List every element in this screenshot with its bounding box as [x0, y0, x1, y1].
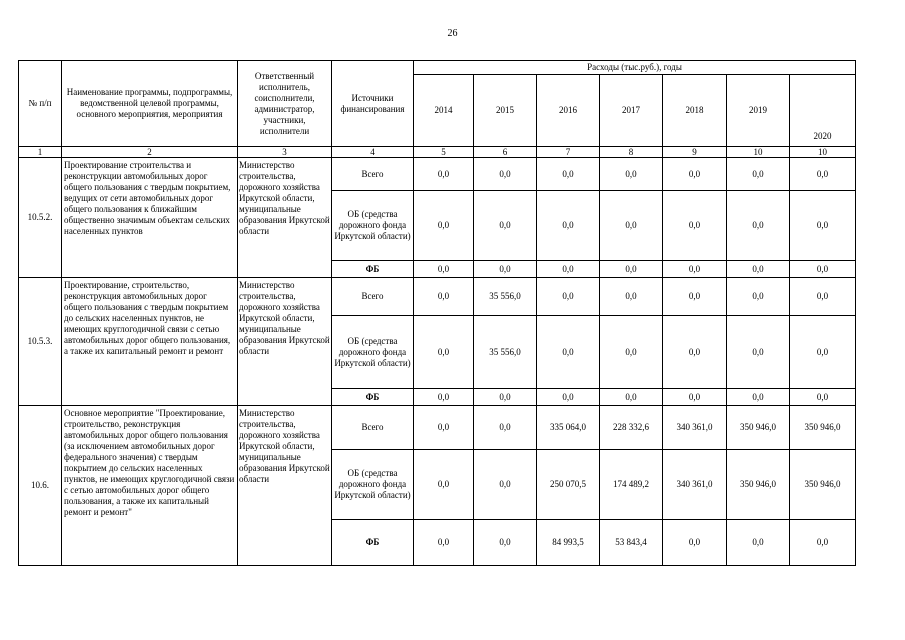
value-cell: 0,0	[537, 389, 600, 406]
value-cell: 0,0	[474, 158, 537, 191]
year-header: 2017	[600, 75, 663, 147]
year-header: 2015	[474, 75, 537, 147]
header-sources: Источники финансирования	[332, 61, 414, 147]
header-expenses: Расходы (тыс.руб.), годы	[414, 61, 856, 75]
value-cell: 0,0	[600, 278, 663, 316]
value-cell: 340 361,0	[663, 450, 727, 520]
column-number: 10	[790, 147, 856, 158]
value-cell: 0,0	[414, 520, 474, 566]
value-cell: 35 556,0	[474, 278, 537, 316]
value-cell: 0,0	[790, 158, 856, 191]
value-cell: 0,0	[727, 158, 790, 191]
table-row	[19, 158, 856, 191]
value-cell: 0,0	[414, 261, 474, 278]
value-cell: 0,0	[790, 278, 856, 316]
value-cell: 0,0	[600, 316, 663, 389]
row-responsible: Министерство строительства, дорожного хозяйства Иркутской области, муниципальные образования Иркутской области	[238, 406, 332, 566]
page-number: 26	[447, 28, 458, 39]
source-label: Всего	[332, 158, 414, 191]
value-cell: 84 993,5	[537, 520, 600, 566]
value-cell: 0,0	[790, 389, 856, 406]
financing-table	[18, 60, 856, 566]
row-index: 10.5.2.	[19, 158, 62, 278]
header-num: № п/п	[19, 61, 62, 147]
year-header: 2016	[537, 75, 600, 147]
row-name: Основное мероприятие "Проектирование, строительство, реконструкция автомобильных дорог общего пользования (за исключением автомобильных дорог федерального значения) с твердым покрытием до сельских населенных пунктов, не имеющих круглогодичной связи с сетью автомобильных дорог общего пользования, а также их капитальный ремонт и ремонт"	[62, 406, 238, 566]
value-cell: 0,0	[727, 389, 790, 406]
year-header: 2018	[663, 75, 727, 147]
value-cell: 0,0	[727, 316, 790, 389]
value-cell: 0,0	[474, 389, 537, 406]
value-cell: 0,0	[414, 389, 474, 406]
value-cell: 0,0	[663, 389, 727, 406]
value-cell: 0,0	[537, 278, 600, 316]
row-index: 10.5.3.	[19, 278, 62, 406]
column-number: 6	[474, 147, 537, 158]
value-cell: 0,0	[727, 191, 790, 261]
value-cell: 0,0	[727, 261, 790, 278]
value-cell: 350 946,0	[790, 450, 856, 520]
value-cell: 350 946,0	[727, 406, 790, 450]
value-cell: 0,0	[537, 158, 600, 191]
value-cell: 0,0	[537, 191, 600, 261]
row-index: 10.6.	[19, 406, 62, 566]
source-label: ОБ (средства дорожного фонда Иркутской области)	[332, 316, 414, 389]
value-cell: 0,0	[414, 191, 474, 261]
source-label: Всего	[332, 406, 414, 450]
value-cell: 0,0	[474, 520, 537, 566]
value-cell: 174 489,2	[600, 450, 663, 520]
header-name: Наименование программы, подпрограммы, ведомственной целевой программы, основного мероприятия, мероприятия	[62, 61, 238, 147]
value-cell: 0,0	[600, 261, 663, 278]
value-cell: 0,0	[790, 520, 856, 566]
value-cell: 350 946,0	[790, 406, 856, 450]
column-number: 9	[663, 147, 727, 158]
year-header: 2014	[414, 75, 474, 147]
value-cell: 0,0	[790, 261, 856, 278]
table-row	[19, 278, 856, 316]
value-cell: 0,0	[474, 261, 537, 278]
value-cell: 0,0	[790, 316, 856, 389]
column-number: 2	[62, 147, 238, 158]
value-cell: 0,0	[537, 261, 600, 278]
value-cell: 0,0	[663, 278, 727, 316]
value-cell: 0,0	[790, 191, 856, 261]
value-cell: 0,0	[414, 406, 474, 450]
value-cell: 350 946,0	[727, 450, 790, 520]
value-cell: 0,0	[600, 389, 663, 406]
source-label: ОБ (средства дорожного фонда Иркутской области)	[332, 191, 414, 261]
column-number: 5	[414, 147, 474, 158]
column-number: 3	[238, 147, 332, 158]
value-cell: 228 332,6	[600, 406, 663, 450]
source-label: ФБ	[332, 261, 414, 278]
source-label: ФБ	[332, 520, 414, 566]
value-cell: 0,0	[414, 450, 474, 520]
value-cell: 0,0	[474, 406, 537, 450]
value-cell: 0,0	[537, 316, 600, 389]
value-cell: 0,0	[414, 278, 474, 316]
value-cell: 0,0	[600, 158, 663, 191]
value-cell: 250 070,5	[537, 450, 600, 520]
value-cell: 0,0	[663, 191, 727, 261]
row-responsible: Министерство строительства, дорожного хозяйства Иркутской области, муниципальные образования Иркутской области	[238, 278, 332, 406]
column-number: 10	[727, 147, 790, 158]
value-cell: 53 843,4	[600, 520, 663, 566]
column-number: 4	[332, 147, 414, 158]
value-cell: 0,0	[663, 520, 727, 566]
source-label: Всего	[332, 278, 414, 316]
value-cell: 0,0	[727, 520, 790, 566]
row-name: Проектирование, строительство, реконструкция автомобильных дорог общего пользования с твердым покрытием до сельских населенных пунктов, не имеющих круглогодичной связи с сетью автомобильных дорог общего пользования, а также их капитальный ремонт и ремонт	[62, 278, 238, 406]
table-row	[19, 406, 856, 450]
value-cell: 0,0	[663, 261, 727, 278]
source-label: ФБ	[332, 389, 414, 406]
value-cell: 0,0	[600, 191, 663, 261]
column-number: 1	[19, 147, 62, 158]
value-cell: 35 556,0	[474, 316, 537, 389]
value-cell: 0,0	[474, 191, 537, 261]
value-cell: 0,0	[414, 316, 474, 389]
year-header: 2020	[790, 75, 856, 147]
column-number: 7	[537, 147, 600, 158]
value-cell: 340 361,0	[663, 406, 727, 450]
source-label: ОБ (средства дорожного фонда Иркутской области)	[332, 450, 414, 520]
value-cell: 0,0	[663, 316, 727, 389]
column-number: 8	[600, 147, 663, 158]
header-responsible: Ответственный исполнитель, соисполнители, администратор, участники, исполнители	[238, 61, 332, 147]
value-cell: 0,0	[474, 450, 537, 520]
year-header: 2019	[727, 75, 790, 147]
value-cell: 0,0	[727, 278, 790, 316]
row-responsible: Министерство строительства, дорожного хозяйства Иркутской области, муниципальные образования Иркутской области	[238, 158, 332, 278]
value-cell: 335 064,0	[537, 406, 600, 450]
value-cell: 0,0	[663, 158, 727, 191]
value-cell: 0,0	[414, 158, 474, 191]
row-name: Проектирование строительства и реконструкции автомобильных дорог общего пользования с твердым покрытием, ведущих от сети автомобильных дорог общего пользования к ближайшим общественно значимым объектам сельских населенных пунктов	[62, 158, 238, 278]
